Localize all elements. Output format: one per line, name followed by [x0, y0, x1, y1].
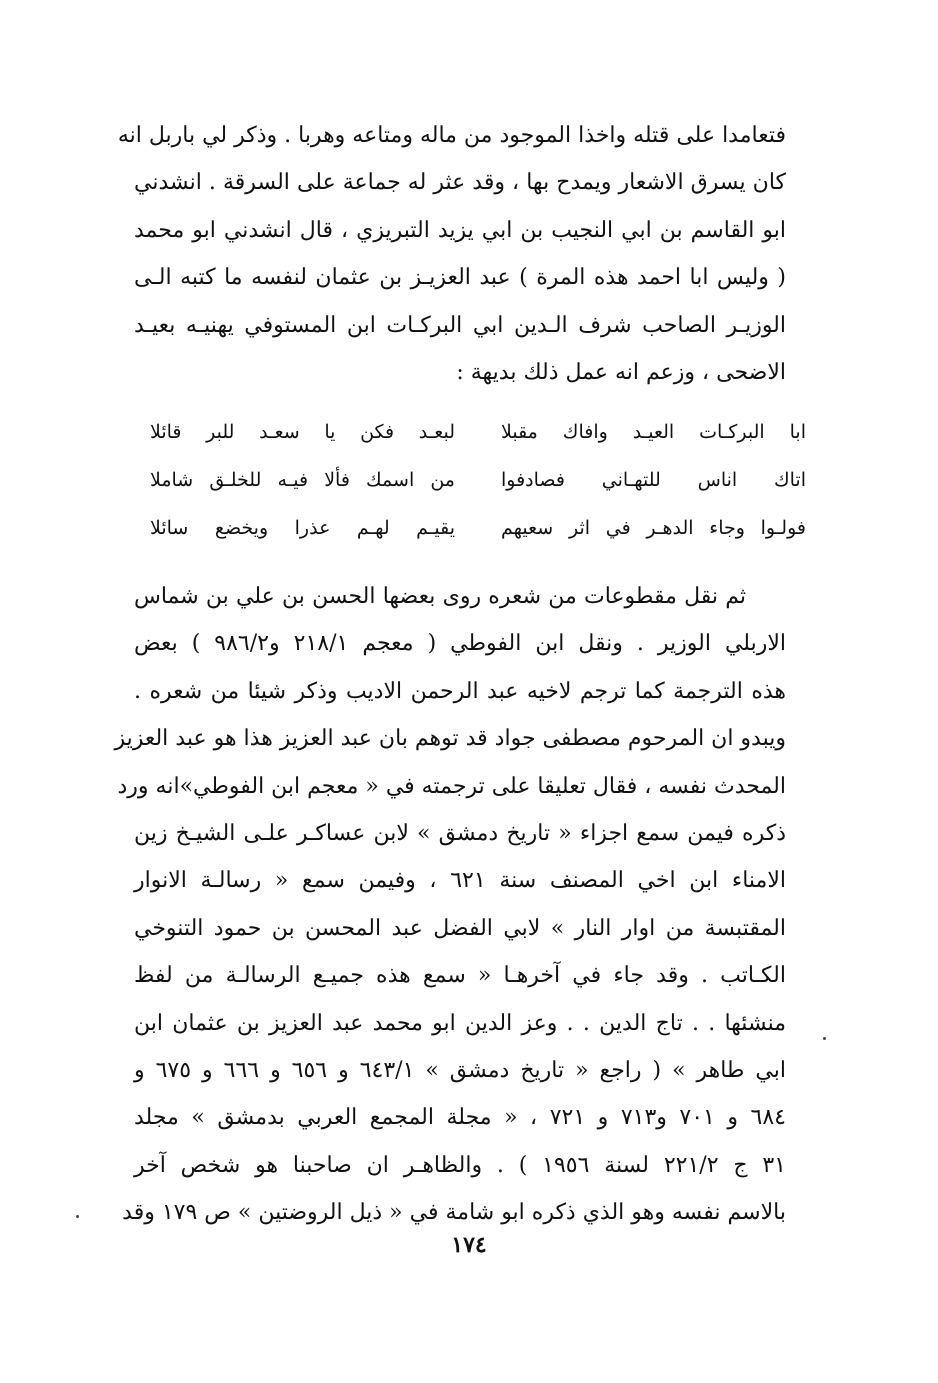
text-line: ابي طاهر » ( راجع « تاريخ دمشق » ٦٤٣/١ و ٦٥٦ و ٦٦٦ و ٦٧٥ و: [134, 1057, 786, 1083]
text-line: بالاسم نفسه وهو الذي ذكره ابو شامة في « ذيل الروضتين » ص ١٧٩ وقد: [122, 1200, 786, 1226]
verse-first-hemistich: اتاك اناس للتهـاني فصادفوا: [501, 469, 806, 491]
text-line: المقتبسة من اوار النار » لابي الفضل عبد المحسن بن حمود التنوخي: [134, 915, 786, 941]
poem-verse: [150, 456, 806, 504]
page-number: ١٧٤: [451, 1232, 487, 1258]
verse-first-hemistich: فولـوا وجاء الدهـر في اثر سعيهم: [501, 517, 806, 539]
text-line: ابو القاسم بن ابي النجيب بن ابي يزيد التبريزي ، قال انشدني ابو محمد: [134, 217, 787, 243]
text-line: الامناء ابن اخي المصنف سنة ٦٢١ ، وفيمن سمع « رسالـة الانوار: [134, 868, 786, 894]
text-line: ويبدو ان المرحوم مصطفى جواد قد توهم بان عبد العزيز هذا هو عبد العزيز: [114, 726, 786, 752]
text-line: ( وليس ابا احمد هذه المرة ) عبد العزيـز بن عثمان لنفسه ما كتبه الـى: [134, 265, 786, 291]
verse-second-hemistich: لبعـد فكن يا سعـد للبر قائلا: [150, 421, 455, 443]
text-line: المحدث نفسه ، فقال تعليقا على ترجمته في « معجم ابن الفوطي»انه ورد: [117, 773, 786, 799]
poem: [150, 408, 806, 552]
text-line: منشئها . . تاج الدين . . وعز الدين ابو محمد عبد العزيز بن عثمان ابن: [134, 1010, 786, 1036]
text-line: ثم نقل مقطوعات من شعره روى بعضها الحسن بن علي بن شماس: [134, 584, 746, 609]
text-line: هذه الترجمة كما ترجم لاخيه عبد الرحمن الاديب وذكر شيئا من شعره .: [134, 678, 786, 704]
text-line: ٣١ ج ٢٢١/٢ لسنة ١٩٥٦ ) . والظاهـر ان صاحبنا هو شخص آخر: [134, 1152, 786, 1178]
text-line: الاضحى ، وزعم انه عمل ذلك بديهة :: [456, 359, 786, 385]
verse-first-hemistich: ابا البركـات العيـد وافاك مقبلا: [501, 421, 806, 443]
text-line: الاربلي الوزير . ونقل ابن الفوطي ( معجم ٢١٨/١ و٩٨٦/٢ ) بعض: [134, 631, 786, 657]
scan-speck: [76, 1215, 79, 1218]
paragraph-1: [117, 112, 787, 396]
text-line: الكـاتب . وقد جاء في آخرهـا « سمع هذه جميـع الرسالـة من لفظ: [134, 963, 786, 989]
poem-verse: [150, 408, 806, 456]
text-line: ٦٨٤ و ٧٠١ و٧١٣ و ٧٢١ ، « مجلة المجمع العربي بدمشق » مجلد: [134, 1105, 786, 1131]
scan-speck: [823, 1037, 826, 1040]
poem-verse: [150, 504, 806, 552]
paragraph-2: [114, 573, 786, 1236]
verse-second-hemistich: يقيـم لهـم عذرا ويخضع سائلا: [150, 517, 455, 539]
text-line: ذكره فيمن سمع اجزاء « تاريخ دمشق » لابن عساكـر علـى الشيـخ زين: [134, 820, 786, 846]
verse-second-hemistich: من اسمك فألا فيـه للخلـق شاملا: [150, 469, 455, 491]
text-line: الوزيـر الصاحب شرف الـدين ابي البركـات ابن المستوفي يهنيـه بعيـد: [134, 312, 786, 338]
text-line: فتعامدا على قتله واخذا الموجود من ماله ومتاعه وهربا . وذكر لي باربل انه: [117, 123, 786, 148]
text-line: كان يسرق الاشعار ويمدح بها ، وقد عثر له جماعة على السرقة . انشدني: [134, 170, 786, 196]
